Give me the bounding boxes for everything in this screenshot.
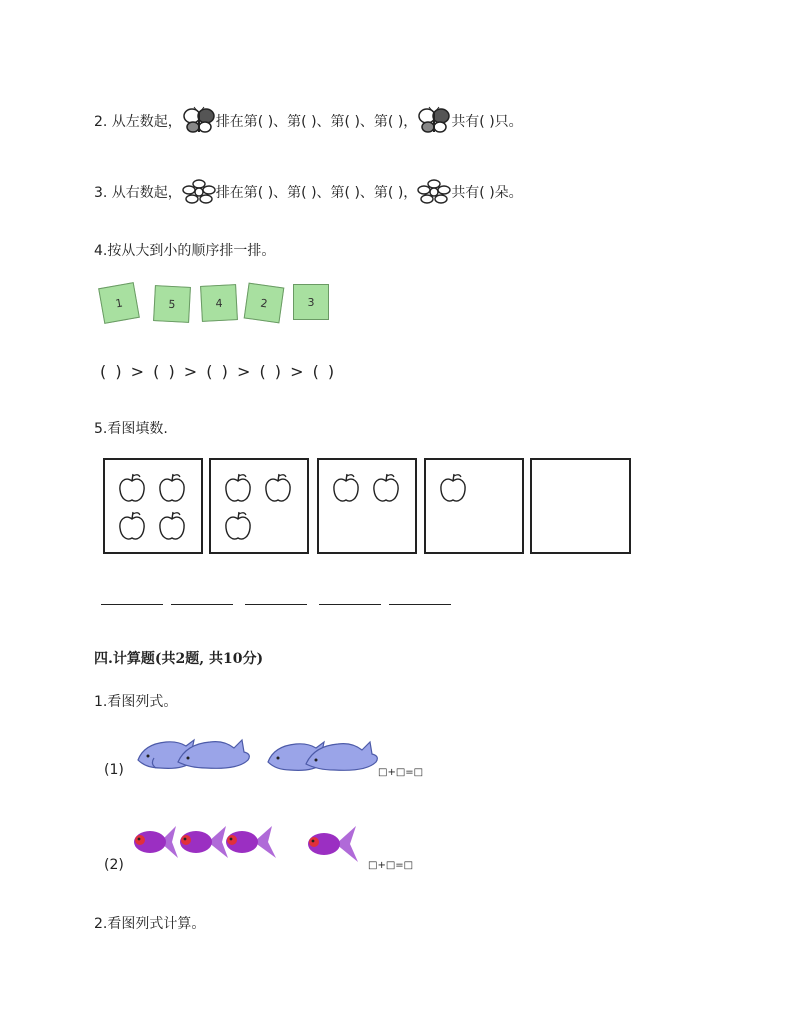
q5-title: 5.看图填数. <box>94 421 168 437</box>
apple-icon <box>117 510 147 542</box>
answer-blank[interactable] <box>389 604 451 605</box>
dolphin-group-1 <box>134 730 254 774</box>
answer-blank[interactable] <box>101 604 163 605</box>
q4-title: 4.按从大到小的顺序排一排。 <box>94 243 276 259</box>
apple-icon <box>157 472 187 504</box>
fish-group-1 <box>130 820 290 864</box>
section-4-heading: 四.计算题(共2题, 共10分) <box>94 651 264 667</box>
apple-icon <box>223 472 253 504</box>
goldfish-icon <box>308 826 358 862</box>
sub2-label: (2) <box>104 857 124 873</box>
answer-blank[interactable] <box>245 604 307 605</box>
apple-icon <box>157 510 187 542</box>
flower-icon <box>417 179 451 205</box>
fish-group-2 <box>304 822 364 866</box>
goldfish-icon <box>180 826 228 858</box>
dolphin-group-2 <box>264 732 380 776</box>
apple-box <box>530 458 631 554</box>
question-3 <box>94 177 523 207</box>
q3-middle: 排在第( )、第( )、第( )、第( )， <box>215 185 418 201</box>
apple-icon <box>117 472 147 504</box>
apple-icon <box>223 510 253 542</box>
q3-suffix: 共有( )朵。 <box>451 185 523 201</box>
butterfly-icon <box>182 106 216 136</box>
q2-suffix: 共有( )只。 <box>451 114 523 130</box>
sub1-label: (1) <box>104 762 124 778</box>
apple-icon <box>263 472 293 504</box>
goldfish-icon <box>134 826 178 858</box>
number-card: 3 <box>293 284 329 320</box>
dolphin-icon <box>306 742 377 770</box>
butterfly-icon <box>417 106 451 136</box>
number-card: 4 <box>200 284 238 322</box>
q2-prefix: 2. 从左数起， <box>94 114 182 130</box>
goldfish-icon <box>226 826 276 858</box>
sub1-formula: □+□=□ <box>378 767 424 778</box>
calc-q2-title: 2.看图列式计算。 <box>94 916 206 932</box>
calc-q1-title: 1.看图列式。 <box>94 694 178 710</box>
apple-icon <box>371 472 401 504</box>
comparison-blanks: ( ) > ( ) > ( ) > ( ) > ( ) <box>100 362 337 381</box>
number-card: 5 <box>153 285 191 323</box>
question-2 <box>94 106 523 136</box>
number-card: 1 <box>98 282 140 324</box>
q3-prefix: 3. 从右数起， <box>94 185 182 201</box>
apple-icon <box>438 472 468 504</box>
flower-icon <box>182 179 216 205</box>
number-card: 2 <box>244 283 285 324</box>
answer-blank[interactable] <box>171 604 233 605</box>
answer-blank[interactable] <box>319 604 381 605</box>
sub2-formula: □+□=□ <box>368 860 414 871</box>
apple-icon <box>331 472 361 504</box>
q2-middle: 排在第( )、第( )、第( )、第( )， <box>215 114 418 130</box>
